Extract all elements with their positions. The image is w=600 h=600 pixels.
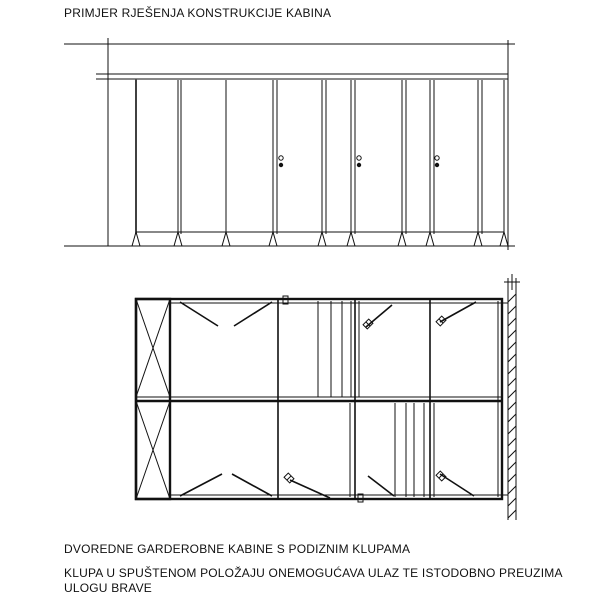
wall-hatch <box>502 274 520 520</box>
door-handle-2 <box>357 156 361 167</box>
floor-plan <box>136 274 520 520</box>
caption-line-2: KLUPA U SPUŠTENOM POLOŽAJU ONEMOGUĆAVA ULAZ TE ISTODOBNO PREUZIMA ULOGU BRAVE <box>64 566 562 595</box>
cabin-partitions <box>136 80 504 234</box>
caption-line-1: DVOREDNE GARDEROBNE KABINE S PODIZNIM KLUPAMA <box>64 542 411 556</box>
end-storage-section <box>136 299 170 499</box>
door-swings-top <box>180 302 476 327</box>
plan-partitions <box>170 299 502 499</box>
door-handle-3 <box>435 156 439 167</box>
drawing-title: PRIMJER RJEŠENJA KONSTRUKCIJE KABINA <box>64 6 332 20</box>
front-elevation <box>64 38 515 250</box>
hinge-markers <box>283 296 446 502</box>
plan-outer-frame <box>136 299 502 499</box>
cabin-feet <box>132 232 508 246</box>
door-handle-1 <box>279 156 283 167</box>
